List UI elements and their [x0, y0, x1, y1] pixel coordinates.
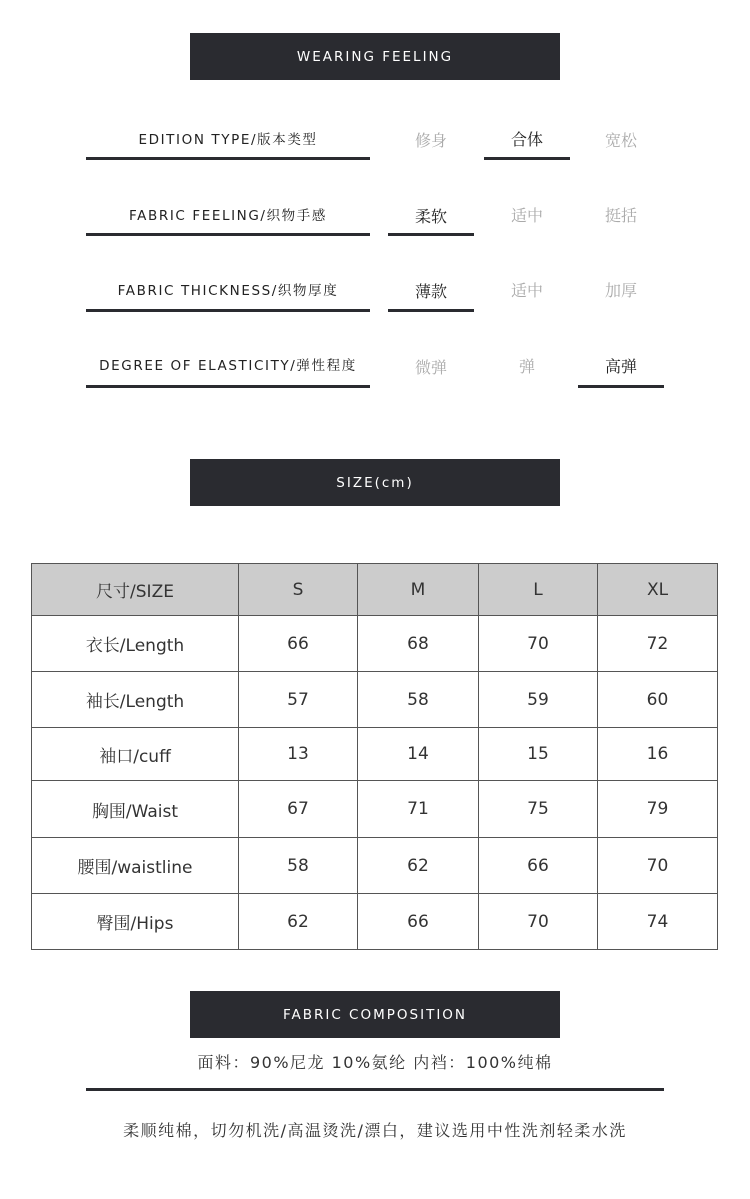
composition-text: 面料：90%尼龙 10%氨纶 内裆：100%纯棉 [197, 1053, 553, 1072]
table-cell: 66 [479, 838, 598, 894]
elasticity-option-high: 高弹 [604, 357, 637, 376]
table-cell: 60 [598, 672, 718, 728]
table-cell: 13 [239, 728, 358, 781]
fabric-feeling-label: FABRIC FEELING/织物手感 [129, 208, 327, 224]
table-cell: 70 [598, 838, 718, 894]
fabric-thickness-underline [86, 309, 370, 312]
row-label-sleeve-length: 袖长/Length [32, 672, 239, 728]
table-cell: 16 [598, 728, 718, 781]
table-row [32, 616, 718, 672]
thickness-option-medium: 适中 [510, 281, 543, 300]
size-table-header-row [32, 564, 718, 616]
elasticity-label: DEGREE OF ELASTICITY/弹性程度 [99, 358, 357, 374]
feeling-option-soft: 柔软 [414, 207, 447, 226]
table-row [32, 728, 718, 781]
edition-type-underline [86, 157, 370, 160]
edition-option-loose: 宽松 [604, 131, 637, 150]
row-label-cuff: 袖口/cuff [32, 728, 239, 781]
table-cell: 71 [358, 781, 479, 838]
row-label-length: 衣长/Length [32, 616, 239, 672]
table-cell: 66 [239, 616, 358, 672]
table-cell: 62 [239, 894, 358, 950]
table-cell: 66 [358, 894, 479, 950]
table-cell: 70 [479, 616, 598, 672]
size-banner: SIZE(cm) [190, 459, 560, 506]
table-cell: 70 [479, 894, 598, 950]
thickness-selected-underline [388, 309, 474, 312]
table-cell: 79 [598, 781, 718, 838]
table-cell: 68 [358, 616, 479, 672]
edition-option-slim: 修身 [414, 131, 447, 150]
feeling-selected-underline [388, 233, 474, 236]
table-row [32, 672, 718, 728]
size-table [31, 563, 718, 950]
edition-selected-underline [484, 157, 570, 160]
table-row [32, 781, 718, 838]
table-cell: 67 [239, 781, 358, 838]
table-row [32, 838, 718, 894]
row-label-waistline: 腰围/waistline [32, 838, 239, 894]
header-m: M [358, 564, 479, 616]
elasticity-selected-underline [578, 385, 664, 388]
table-cell: 74 [598, 894, 718, 950]
table-cell: 58 [358, 672, 479, 728]
header-xl: XL [598, 564, 718, 616]
header-l: L [479, 564, 598, 616]
table-cell: 15 [479, 728, 598, 781]
care-instructions: 柔顺纯棉，切勿机洗/高温烫洗/漂白，建议选用中性洗剂轻柔水洗 [123, 1121, 627, 1140]
row-label-waist: 胸围/Waist [32, 781, 239, 838]
header-size: 尺寸/SIZE [32, 564, 239, 616]
elasticity-underline [86, 385, 370, 388]
elasticity-option-slight: 微弹 [414, 358, 447, 377]
table-cell: 14 [358, 728, 479, 781]
feeling-option-medium: 适中 [510, 206, 543, 225]
feeling-option-crisp: 挺括 [604, 206, 637, 225]
composition-divider [86, 1088, 664, 1091]
fabric-feeling-underline [86, 233, 370, 236]
fabric-composition-banner: FABRIC COMPOSITION [190, 991, 560, 1038]
table-cell: 59 [479, 672, 598, 728]
elasticity-option-elastic: 弹 [518, 357, 535, 376]
table-cell: 57 [239, 672, 358, 728]
table-row [32, 894, 718, 950]
table-cell: 75 [479, 781, 598, 838]
header-s: S [239, 564, 358, 616]
table-cell: 72 [598, 616, 718, 672]
wearing-feeling-banner: WEARING FEELING [190, 33, 560, 80]
table-cell: 58 [239, 838, 358, 894]
row-label-hips: 臀围/Hips [32, 894, 239, 950]
edition-type-label: EDITION TYPE/版本类型 [138, 132, 318, 148]
edition-option-fit: 合体 [510, 130, 543, 149]
thickness-option-thin: 薄款 [414, 282, 447, 301]
fabric-thickness-label: FABRIC THICKNESS/织物厚度 [117, 283, 339, 299]
table-cell: 62 [358, 838, 479, 894]
thickness-option-thick: 加厚 [604, 281, 637, 300]
